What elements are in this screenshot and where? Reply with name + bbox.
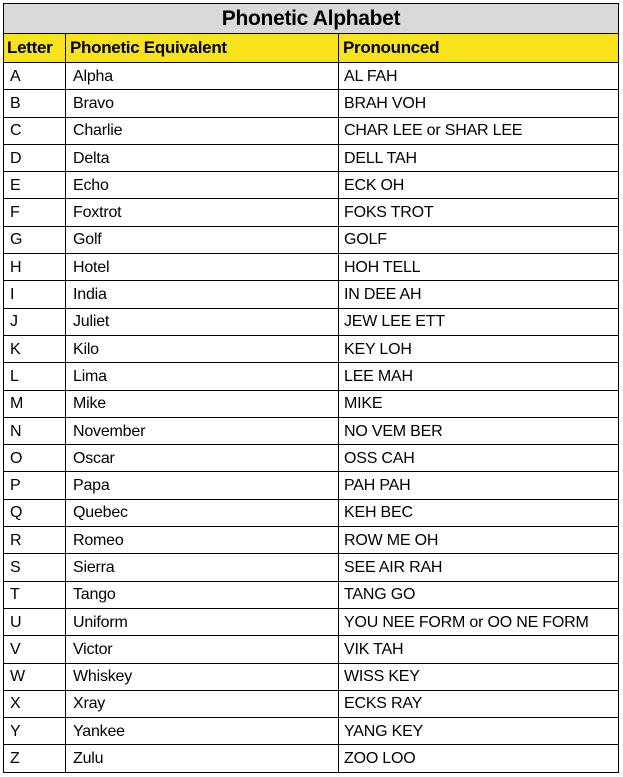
phonetic-equivalent-cell: Hotel — [66, 254, 339, 281]
letter-cell: Q — [4, 499, 66, 526]
table-row — [4, 363, 619, 390]
pronounced-cell: MIKE — [339, 390, 619, 417]
table-row — [4, 636, 619, 663]
pronounced-cell: ROW ME OH — [339, 527, 619, 554]
letter-cell: Y — [4, 718, 66, 745]
phonetic-equivalent-cell: Papa — [66, 472, 339, 499]
phonetic-equivalent-cell: November — [66, 417, 339, 444]
phonetic-equivalent-cell: Golf — [66, 226, 339, 253]
phonetic-equivalent-cell: Quebec — [66, 499, 339, 526]
phonetic-equivalent-cell: Foxtrot — [66, 199, 339, 226]
table-row — [4, 745, 619, 772]
pronounced-cell: KEH BEC — [339, 499, 619, 526]
table-row — [4, 90, 619, 117]
letter-cell: G — [4, 226, 66, 253]
letter-cell: M — [4, 390, 66, 417]
phonetic-equivalent-cell: Oscar — [66, 445, 339, 472]
table-row — [4, 144, 619, 171]
table-row — [4, 690, 619, 717]
header-pronounced: Pronounced — [339, 34, 619, 63]
phonetic-equivalent-cell: Tango — [66, 581, 339, 608]
table-row — [4, 581, 619, 608]
pronounced-cell: DELL TAH — [339, 144, 619, 171]
letter-cell: X — [4, 690, 66, 717]
pronounced-cell: CHAR LEE or SHAR LEE — [339, 117, 619, 144]
pronounced-cell: FOKS TROT — [339, 199, 619, 226]
phonetic-equivalent-cell: Juliet — [66, 308, 339, 335]
letter-cell: J — [4, 308, 66, 335]
pronounced-cell: WISS KEY — [339, 663, 619, 690]
letter-cell: K — [4, 335, 66, 362]
phonetic-equivalent-cell: Romeo — [66, 527, 339, 554]
table-row — [4, 308, 619, 335]
table-row — [4, 390, 619, 417]
table-title: Phonetic Alphabet — [4, 4, 619, 34]
pronounced-cell: IN DEE AH — [339, 281, 619, 308]
header-phonetic-equivalent: Phonetic Equivalent — [66, 34, 339, 63]
letter-cell: L — [4, 363, 66, 390]
phonetic-equivalent-cell: Lima — [66, 363, 339, 390]
phonetic-equivalent-cell: Mike — [66, 390, 339, 417]
letter-cell: O — [4, 445, 66, 472]
header-row — [4, 34, 619, 63]
table-row — [4, 718, 619, 745]
phonetic-equivalent-cell: Uniform — [66, 608, 339, 635]
letter-cell: Z — [4, 745, 66, 772]
table-row — [4, 527, 619, 554]
pronounced-cell: LEE MAH — [339, 363, 619, 390]
phonetic-equivalent-cell: Victor — [66, 636, 339, 663]
pronounced-cell: TANG GO — [339, 581, 619, 608]
pronounced-cell: ZOO LOO — [339, 745, 619, 772]
table-row — [4, 445, 619, 472]
title-row — [4, 4, 619, 34]
letter-cell: B — [4, 90, 66, 117]
phonetic-equivalent-cell: Alpha — [66, 63, 339, 90]
pronounced-cell: YOU NEE FORM or OO NE FORM — [339, 608, 619, 635]
phonetic-equivalent-cell: Xray — [66, 690, 339, 717]
table-row — [4, 172, 619, 199]
phonetic-equivalent-cell: Whiskey — [66, 663, 339, 690]
pronounced-cell: YANG KEY — [339, 718, 619, 745]
pronounced-cell: BRAH VOH — [339, 90, 619, 117]
table-row — [4, 417, 619, 444]
phonetic-alphabet-table — [3, 3, 619, 773]
letter-cell: C — [4, 117, 66, 144]
letter-cell: D — [4, 144, 66, 171]
letter-cell: P — [4, 472, 66, 499]
pronounced-cell: GOLF — [339, 226, 619, 253]
phonetic-equivalent-cell: India — [66, 281, 339, 308]
letter-cell: S — [4, 554, 66, 581]
table-row — [4, 608, 619, 635]
letter-cell: V — [4, 636, 66, 663]
phonetic-equivalent-cell: Echo — [66, 172, 339, 199]
phonetic-equivalent-cell: Delta — [66, 144, 339, 171]
header-letter: Letter — [4, 34, 66, 63]
phonetic-equivalent-cell: Zulu — [66, 745, 339, 772]
letter-cell: N — [4, 417, 66, 444]
phonetic-equivalent-cell: Bravo — [66, 90, 339, 117]
table-row — [4, 117, 619, 144]
table-row — [4, 199, 619, 226]
pronounced-cell: ECKS RAY — [339, 690, 619, 717]
phonetic-alphabet-sheet — [3, 3, 618, 773]
table-row — [4, 63, 619, 90]
letter-cell: W — [4, 663, 66, 690]
pronounced-cell: OSS CAH — [339, 445, 619, 472]
letter-cell: R — [4, 527, 66, 554]
pronounced-cell: JEW LEE ETT — [339, 308, 619, 335]
pronounced-cell: AL FAH — [339, 63, 619, 90]
phonetic-equivalent-cell: Yankee — [66, 718, 339, 745]
table-row — [4, 472, 619, 499]
phonetic-equivalent-cell: Charlie — [66, 117, 339, 144]
pronounced-cell: HOH TELL — [339, 254, 619, 281]
table-row — [4, 335, 619, 362]
letter-cell: I — [4, 281, 66, 308]
letter-cell: F — [4, 199, 66, 226]
letter-cell: U — [4, 608, 66, 635]
table-row — [4, 226, 619, 253]
table-row — [4, 663, 619, 690]
letter-cell: E — [4, 172, 66, 199]
letter-cell: A — [4, 63, 66, 90]
pronounced-cell: ECK OH — [339, 172, 619, 199]
letter-cell: H — [4, 254, 66, 281]
table-row — [4, 499, 619, 526]
table-row — [4, 254, 619, 281]
table-row — [4, 554, 619, 581]
pronounced-cell: PAH PAH — [339, 472, 619, 499]
letter-cell: T — [4, 581, 66, 608]
pronounced-cell: KEY LOH — [339, 335, 619, 362]
table-row — [4, 281, 619, 308]
pronounced-cell: NO VEM BER — [339, 417, 619, 444]
table-body — [4, 63, 619, 773]
pronounced-cell: SEE AIR RAH — [339, 554, 619, 581]
phonetic-equivalent-cell: Sierra — [66, 554, 339, 581]
phonetic-equivalent-cell: Kilo — [66, 335, 339, 362]
pronounced-cell: VIK TAH — [339, 636, 619, 663]
